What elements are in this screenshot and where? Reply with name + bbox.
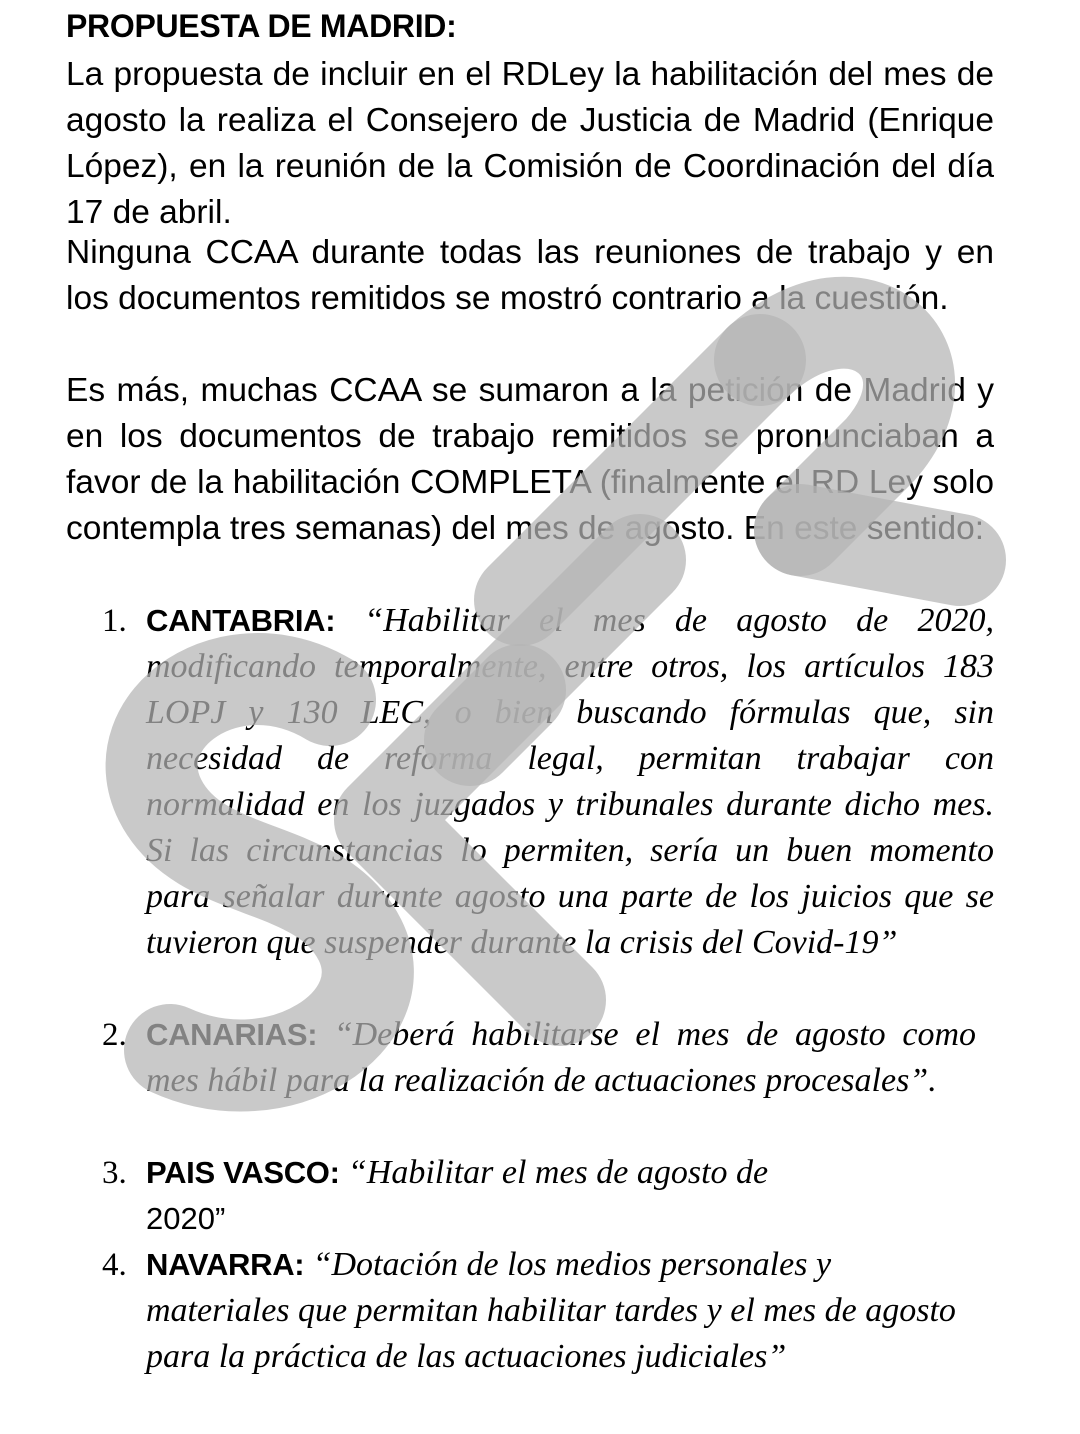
- region-quote: “Deberá habilitarse el mes de agosto como mes hábil para la realización de actuaciones procesales”.: [146, 1016, 977, 1099]
- list-number: 1.: [102, 603, 127, 639]
- list-number: 3.: [102, 1155, 127, 1191]
- list-item-body: [146, 1150, 994, 1242]
- region-label: PAIS VASCO:: [146, 1155, 340, 1190]
- paragraph-1: La propuesta de incluir en el RDLey la habilitación del mes de agosto la realiza el Consejero de Justicia de Madrid (Enrique López), en la reunión de la Comisión de Coordinación del día 17 de abril.: [66, 56, 994, 231]
- region-quote: “Habilitar el mes de agosto de: [347, 1154, 769, 1191]
- region-label: CANARIAS:: [146, 1017, 318, 1052]
- region-quote: “Dotación de los medios personales y materiales que permitan habilitar tardes y el mes de agosto para la práctica de las actuaciones judiciales”: [146, 1246, 956, 1375]
- list-item-body: [146, 1242, 976, 1380]
- list-item-body: [146, 1012, 976, 1104]
- list-number: 2.: [102, 1017, 127, 1053]
- document-title: PROPUESTA DE MADRID:: [66, 8, 457, 44]
- paragraph-3: Es más, muchas CCAA se sumaron a la petición de Madrid y en los documentos de trabajo remitidos se pronunciaban a favor de la habilitación COMPLETA (finalmente el RD Ley solo contempla tres semanas) del mes de agosto. En este sentido:: [66, 372, 994, 547]
- list-number: 4.: [102, 1247, 127, 1283]
- region-label: CANTABRIA:: [146, 603, 336, 638]
- paragraph-2: Ninguna CCAA durante todas las reuniones de trabajo y en los documentos remitidos se mostró contrario a la cuestión.: [66, 234, 994, 317]
- list-item-body: [146, 598, 994, 966]
- region-label: NAVARRA:: [146, 1247, 305, 1282]
- region-quote: “Habilitar el mes de agosto de 2020, modificando temporalmente, entre otros, los artículos 183 LOPJ y 130 LEC, o bien buscando fórmulas que, sin necesidad de reforma legal, permitan trabajar con normalidad en los juzgados y tribunales durante dicho mes. Si las circunstancias lo permiten, sería un buen momento para señalar durante agosto una parte de los juicios que se tuvieron que suspender durante la crisis del Covid-19”: [146, 602, 994, 961]
- region-quote-tail: 2020”: [146, 1201, 226, 1236]
